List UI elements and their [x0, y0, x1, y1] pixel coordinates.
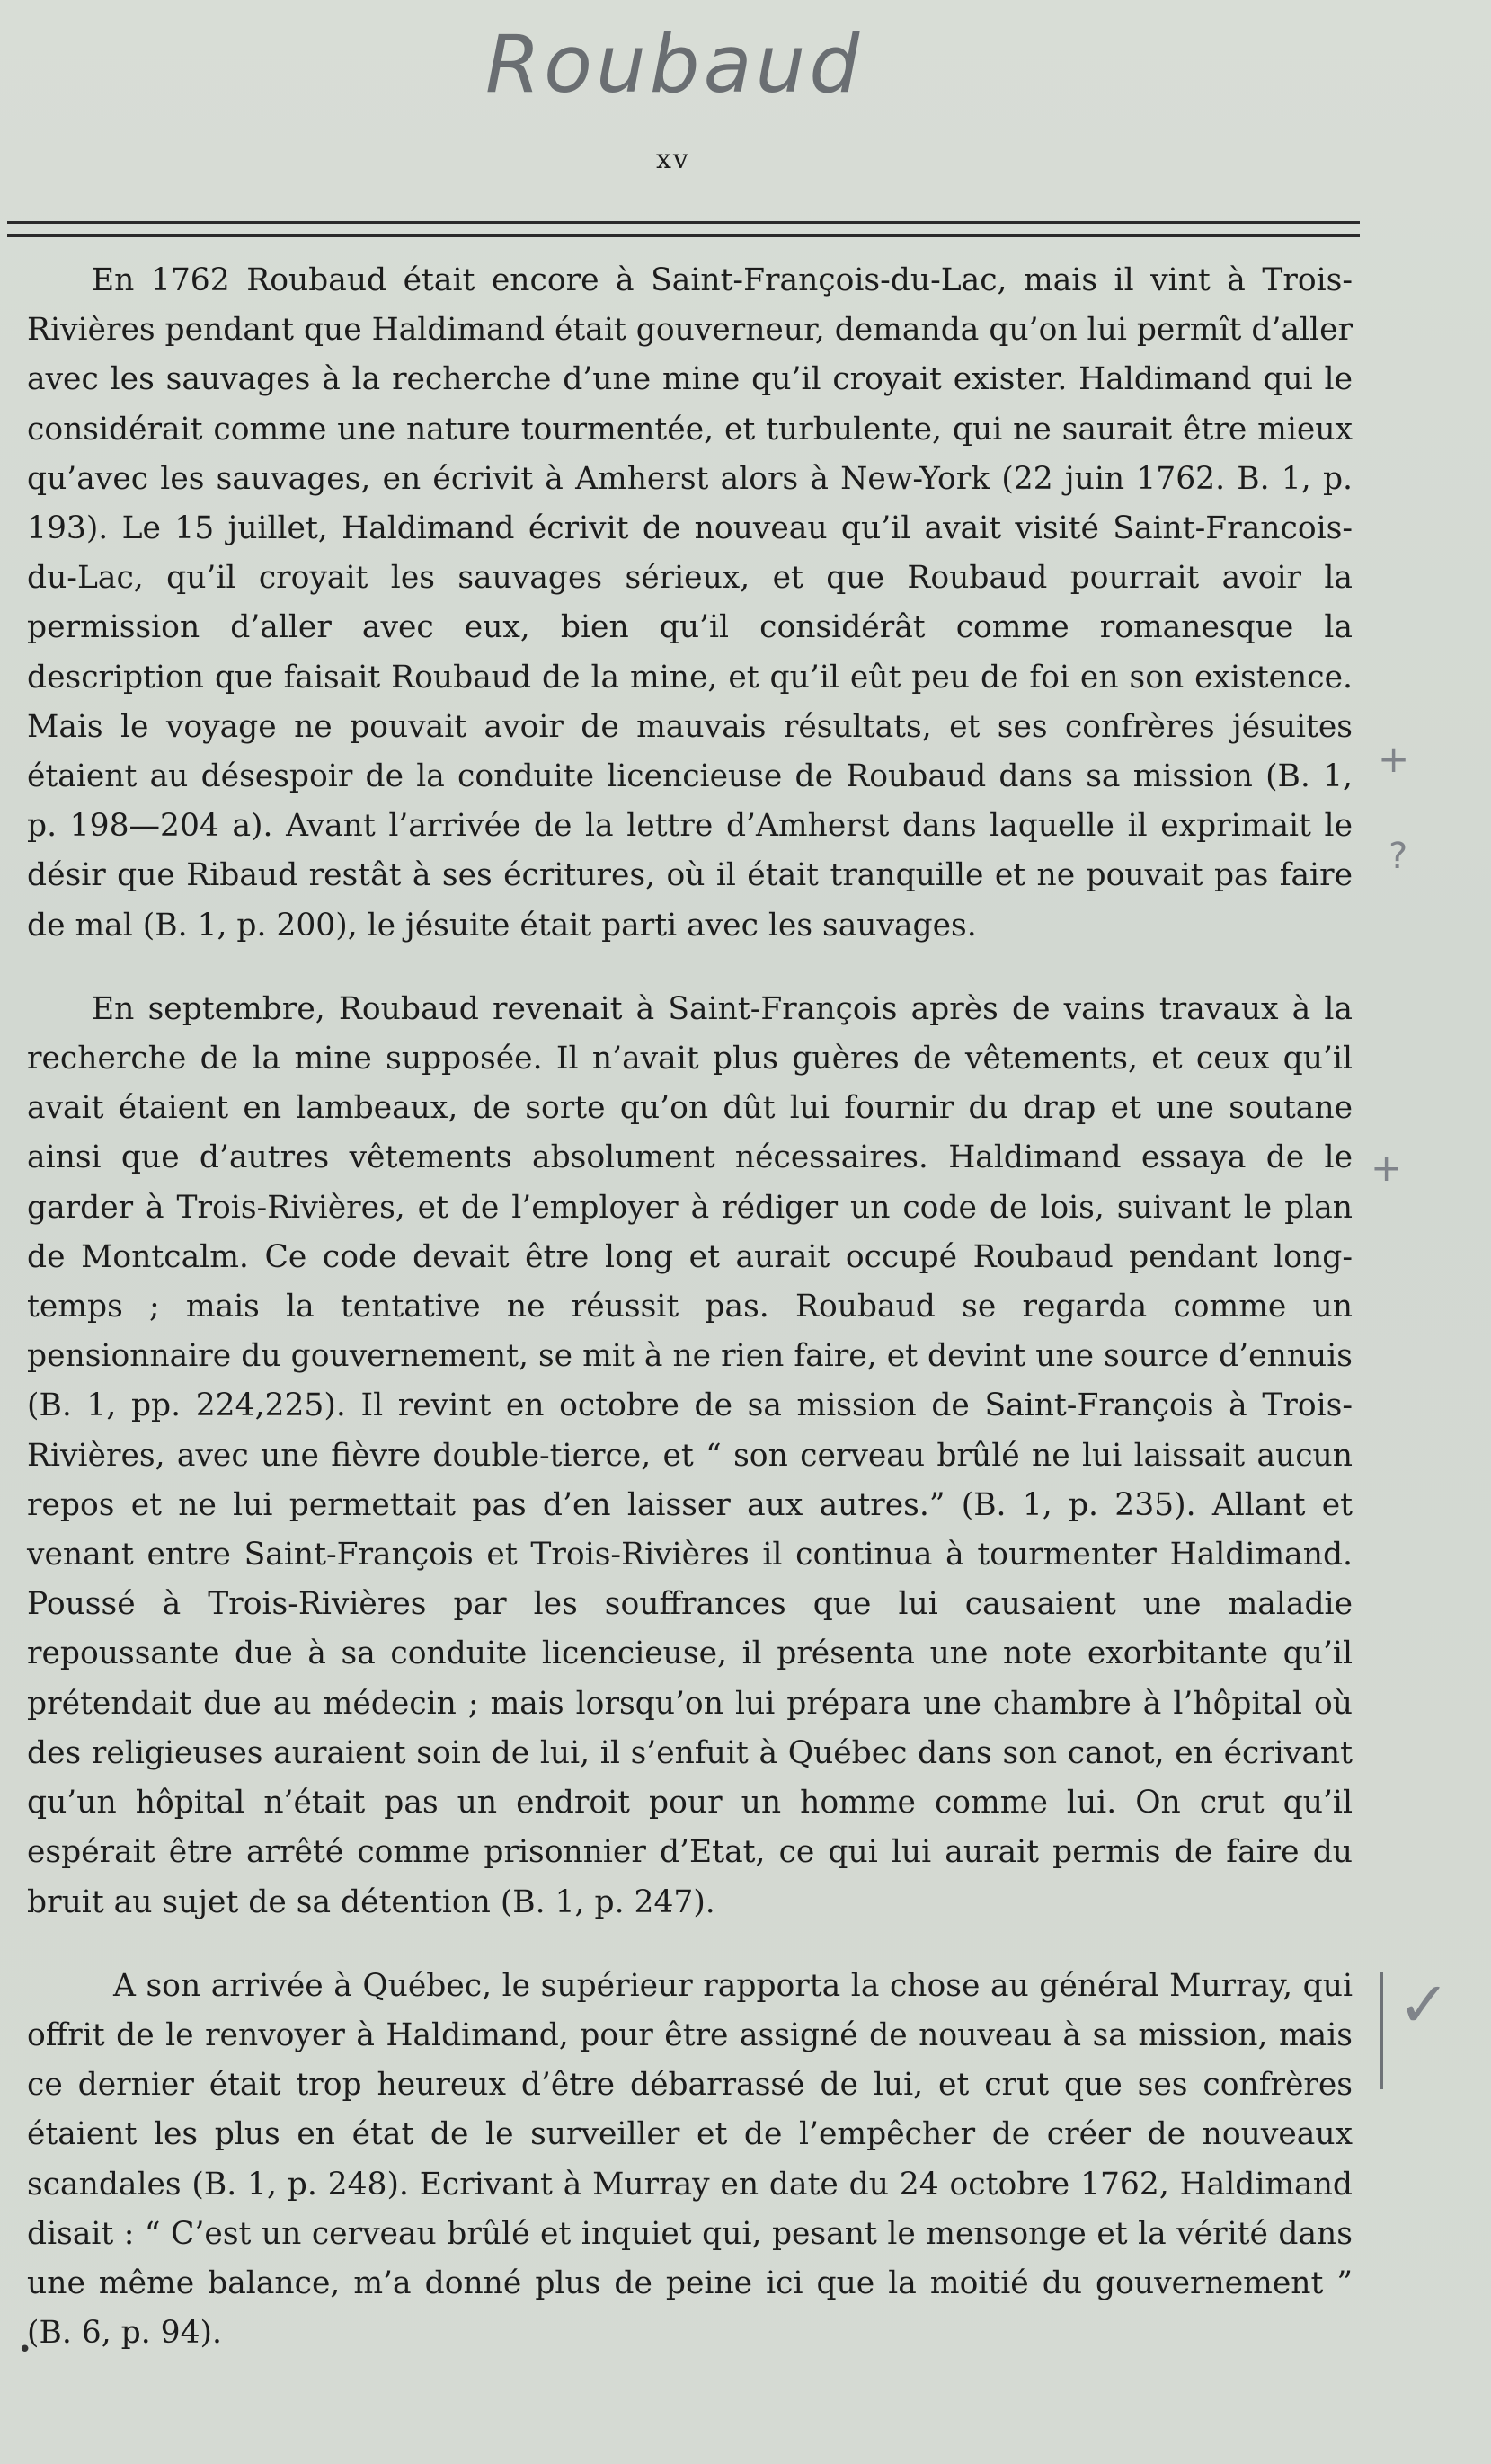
margin-question-mark: ? — [1389, 836, 1408, 877]
paragraph-1: En 1762 Roubaud était encore à Saint-François-du-Lac, mais il vint à Trois-Rivières pendant que Haldimand était gouverneur, demanda qu’on lui permît d’aller avec les sauvages à la recherche d’une mine qu’il croyait exister. Haldimand qui le considérait comme une nature tourmentée, et turbulente, qui ne saurait être mieux qu’avec les sauvages, en écrivit à Amherst alors à New-York (22 juin 1762. B. 1, p. 193). Le 15 juillet, Haldimand écrivit de nouveau qu’il avait visité Saint-Francois-du-Lac, qu’il croyait les sauvages sérieux, et que Roubaud pourrait avoir la permission d’aller avec eux, bien qu’il considérât comme romanesque la description que faisait Roubaud de la mine, et qu’il eût peu de foi en son existence. Mais le voyage ne pouvait avoir de mauvais résultats, et ses confrères jésuites étaient au désespoir de la conduite licencieuse de Roubaud dans sa mission (B. 1, p. 198—204 a). Avant l’arrivée de la lettre d’Amherst dans laquelle il exprimait le désir que Ribaud restât à ses écritures, où il était tranquille et ne pouvait pas faire de mal (B. 1, p. 200), le jésuite était parti avec les sauvages. — [27, 262, 1353, 944]
page-number: xv — [656, 144, 690, 175]
margin-check-icon: ✓ — [1398, 1968, 1451, 2042]
margin-plus-mark-2: + — [1371, 1146, 1403, 1190]
margin-plus-mark: + — [1378, 737, 1410, 781]
paragraph-2: En septembre, Roubaud revenait à Saint-François après de vains travaux à la recherche de la mine supposée. Il n’avait plus guères de vêtements, et ceux qu’il avait étaient en lambeaux, de sorte qu’on dût lui fournir du drap et une soutane ainsi que d’autres vêtements absolument nécessaires. Haldimand essaya de le garder à Trois-Rivières, et de l’employer à rédiger un code de lois, suivant le plan de Montcalm. Ce code devait être long et aurait occupé Roubaud pendant long-temps ; mais la tentative ne réussit pas. Roubaud se regarda comme un pensionnaire du gouvernement, se mit à ne rien faire, et devint une source d’ennuis (B. 1, pp. 224,225). Il revint en octobre de sa mission de Saint-François à Trois-Rivières, avec une fièvre double-tierce, et “ son cerveau brûlé ne lui laissait aucun repos et ne lui permettait pas d’en laisser aux autres.” (B. 1, p. 235). Allant et venant entre Saint-François et Trois-Rivières il continua à tourmenter Haldimand. Poussé à Trois-Rivières par les souffrances que lui causaient une maladie repoussante due à sa conduite licencieuse, il présenta une note exorbitante qu’il prétendait due au médecin ; mais lorsqu’on lui prépara une chambre à l’hôpital où des religieuses auraient soin de lui, il s’enfuit à Québec dans son canot, en écrivant qu’un hôpital n’était pas un endroit pour un homme comme lui. On crut qu’il espérait être arrêté comme prisonnier d’Etat, ce qui lui aurait permis de faire du bruit au sujet de sa détention (B. 1, p. 247). — [27, 990, 1353, 1920]
handwritten-annotation: Roubaud — [485, 18, 864, 111]
body-text — [27, 256, 1353, 2392]
margin-bar-mark — [1380, 1972, 1383, 2089]
margin-dot-mark: • — [18, 2336, 32, 2363]
header-rule-thick — [7, 234, 1360, 237]
paragraph-3: A son arrivée à Québec, le supérieur rapporta la chose au général Murray, qui offrit de le renvoyer à Haldimand, pour être assigné de nouveau à sa mission, mais ce dernier était trop heureux d’être débarrassé de lui, et crut que ses confrères étaient les plus en état de le surveiller et de l’empêcher de créer de nouveaux scandales (B. 1, p. 248). Ecrivant à Murray en date du 24 octobre 1762, Haldimand disait : “ C’est un cerveau brûlé et inquiet qui, pesant le mensonge et la vérité dans une même balance, m’a donné plus de peine ici que la moitié du gouvernement ” (B. 6, p. 94). — [27, 1967, 1353, 2352]
header-rule-thin — [7, 221, 1360, 224]
